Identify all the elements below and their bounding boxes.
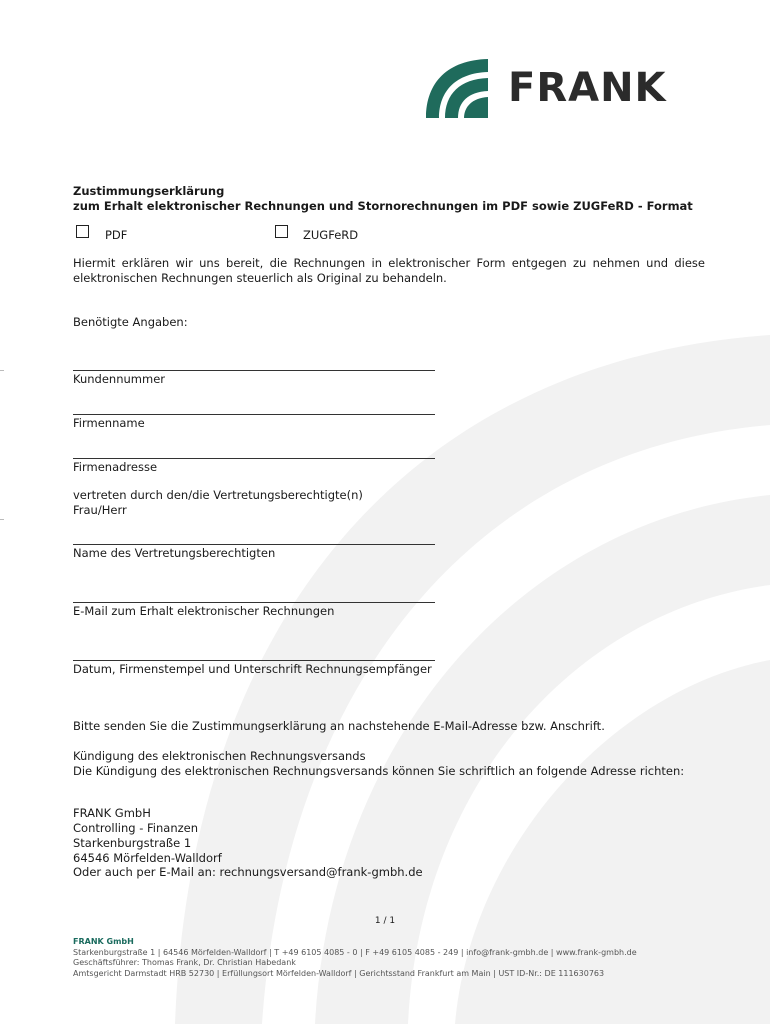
salutation-text: Frau/Herr (73, 503, 127, 517)
email-label: E-Mail zum Erhalt elektronischer Rechnungen (73, 604, 335, 618)
company-address-line[interactable] (73, 458, 435, 459)
address-street: Starkenburgstraße 1 (73, 836, 192, 850)
signature-label: Datum, Firmenstempel und Unterschrift Rechnungsempfänger (73, 662, 432, 676)
frank-logo (426, 58, 708, 118)
company-name-label: Firmenname (73, 416, 145, 430)
representative-name-line[interactable] (73, 544, 435, 545)
footer-registration: Amtsgericht Darmstadt HRB 52730 | Erfüllungsort Mörfelden-Walldorf | Gerichtsstand Frankfurt am Main | UST ID-Nr.: DE 111630763 (73, 969, 605, 978)
address-department: Controlling - Finanzen (73, 821, 199, 835)
footer-contact: Starkenburgstraße 1 | 64546 Mörfelden-Walldorf | T +49 6105 4085 - 0 | F +49 6105 4085 - 249 | info@frank-gmbh.de | www.frank-gmbh.de (73, 948, 637, 957)
cancel-heading: Kündigung des elektronischen Rechnungsversands (73, 749, 366, 763)
footer-management: Geschäftsführer: Thomas Frank, Dr. Christian Habedank (73, 958, 296, 967)
address-company: FRANK GmbH (73, 806, 151, 820)
frank-logo-mark-icon (426, 58, 488, 118)
customer-number-label: Kundennummer (73, 372, 165, 386)
logo-wordmark: FRANK (508, 65, 667, 111)
customer-number-line[interactable] (73, 370, 435, 371)
zugferd-option-label: ZUGFeRD (303, 228, 359, 242)
pdf-option-label: PDF (105, 228, 128, 242)
fold-mark (0, 370, 4, 371)
required-heading: Benötigte Angaben: (73, 315, 188, 329)
fold-mark (0, 519, 4, 520)
cancel-text: Die Kündigung des elektronischen Rechnungsversands können Sie schriftlich an folgende Adresse richten: (73, 764, 685, 778)
address-email: Oder auch per E-Mail an: rechnungsversand@frank-gmbh.de (73, 865, 423, 879)
address-city: 64546 Mörfelden-Walldorf (73, 851, 222, 865)
document-title: Zustimmungserklärung (73, 184, 225, 198)
footer-company: FRANK GmbH (73, 937, 134, 946)
signature-line[interactable] (73, 660, 435, 661)
company-name-line[interactable] (73, 414, 435, 415)
represented-by-text: vertreten durch den/die Vertretungsberechtigte(n) (73, 488, 363, 502)
representative-name-label: Name des Vertretungsberechtigten (73, 546, 276, 560)
page-number: 1 / 1 (374, 916, 396, 926)
document-subtitle: zum Erhalt elektronischer Rechnungen und Stornorechnungen im PDF sowie ZUGFeRD - Format (73, 199, 693, 213)
declaration-text: Hiermit erklären wir uns bereit, die Rechnungen in elektronischer Form entgegen zu nehmen und diese elektronischen Rechnungen steuerlich als Original zu behandeln. (73, 256, 705, 285)
email-line[interactable] (73, 602, 435, 603)
zugferd-checkbox[interactable] (275, 225, 288, 238)
send-instruction: Bitte senden Sie die Zustimmungserklärung an nachstehende E-Mail-Adresse bzw. Anschrift. (73, 719, 605, 733)
company-address-label: Firmenadresse (73, 460, 158, 474)
pdf-checkbox[interactable] (76, 225, 89, 238)
